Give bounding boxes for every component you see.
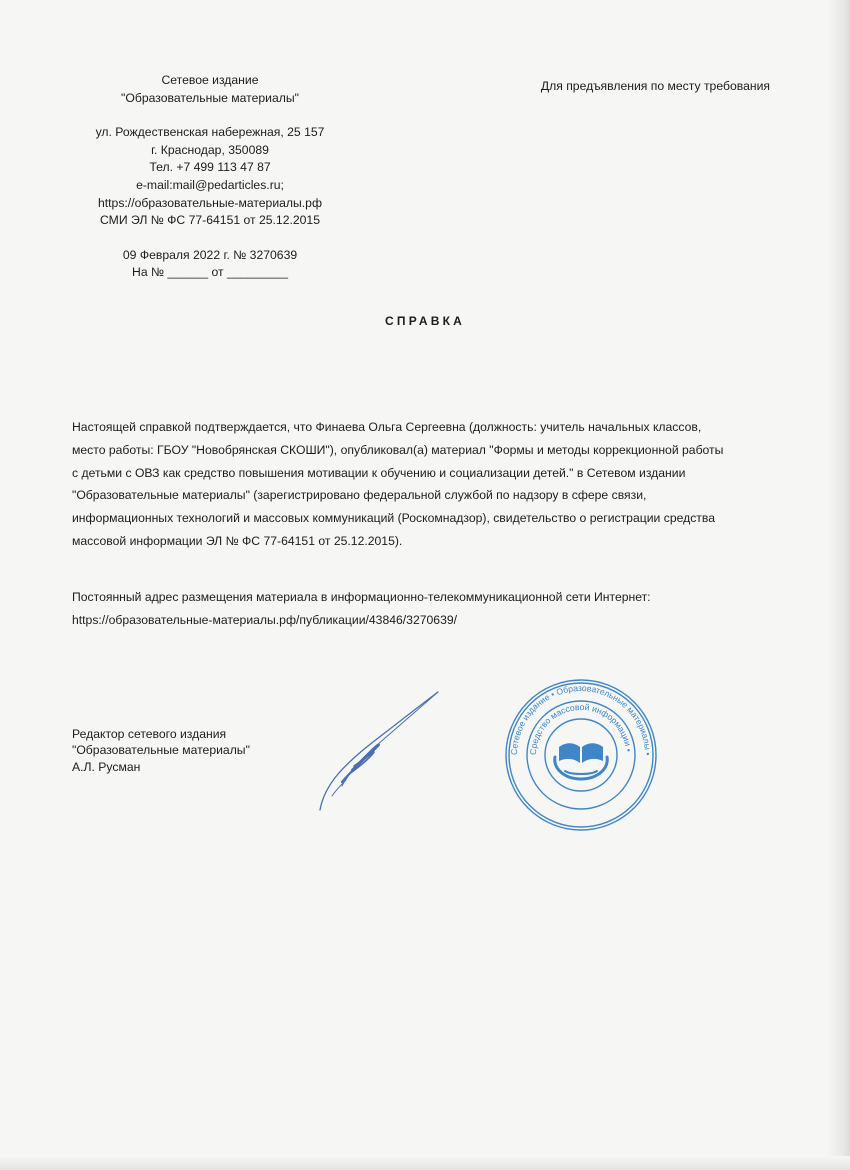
sender-line: СМИ ЭЛ № ФС 77-64151 от 25.12.2015 — [100, 213, 320, 228]
sender-line: Тел. +7 499 113 47 87 — [149, 160, 271, 175]
sender-line: e-mail:mail@pedarticles.ru; — [136, 177, 284, 192]
signatory-block — [72, 726, 332, 775]
stamp-inner-text: Средство массовой информации • — [527, 701, 634, 756]
signatory-role: Редактор сетевого издания — [72, 727, 227, 741]
sender-line: Сетевое издание — [161, 73, 259, 87]
sender-line: https://образовательные-материалы.рф — [98, 195, 322, 210]
recipient-note: Для предъявления по месту требования — [540, 79, 770, 93]
handwritten-signature — [312, 686, 444, 816]
sender-line: ул. Рождественская набережная, 25 157 — [95, 125, 325, 140]
address-url: https://образовательные-материалы.рф/публикации/43846/3270639/ — [72, 612, 458, 627]
signature-strokes — [320, 692, 438, 810]
signatory-org: "Образовательные материалы" — [72, 743, 250, 758]
publisher-stamp — [503, 677, 659, 833]
body-paragraph: Настоящей справкой подтверждается, что Финаева Ольга Сергеевна (должность: учитель начальных классов, место работы: ГБОУ "Новобрянская СКОШИ"), опубликовал(а) материал "Формы и методы коррекционной работы с детьми с ОВЗ как средство повышения мотивации к обучению и социализации детей." в Сетевом издании "Образовательные материалы" (зарегистрировано федеральной службой по надзору в сфере связи, информационных технологий и массовых коммуникаций (Роскомнадзор), свидетельство о регистрации средства массовой информации ЭЛ № ФС 77-64151 от 25.12.2015). — [72, 420, 724, 548]
publication-address — [72, 586, 772, 632]
sender-line: г. Краснодар, 350089 — [151, 142, 269, 157]
address-label: Постоянный адрес размещения материала в информационно-телекоммуникационной сети Интернет: — [72, 590, 651, 604]
sender-block — [70, 72, 350, 282]
sender-gap — [70, 230, 350, 247]
signatory-name: А.Л. Русман — [72, 759, 141, 774]
document-title: СПРАВКА — [385, 314, 465, 328]
page-edge-shadow — [828, 0, 850, 1170]
sender-gap — [70, 107, 350, 124]
sender-line: 09 Февраля 2022 г. № 3270639 — [122, 247, 298, 262]
sender-line: На № ______ от _________ — [132, 265, 288, 280]
page-bottom-shadow — [0, 1156, 850, 1170]
book-in-hands-icon — [555, 743, 607, 779]
sender-line: "Образовательные материалы" — [121, 90, 299, 105]
certificate-body — [72, 416, 732, 553]
stamp-outer-text: Сетевое издание • Образовательные материалы • — [508, 682, 654, 756]
